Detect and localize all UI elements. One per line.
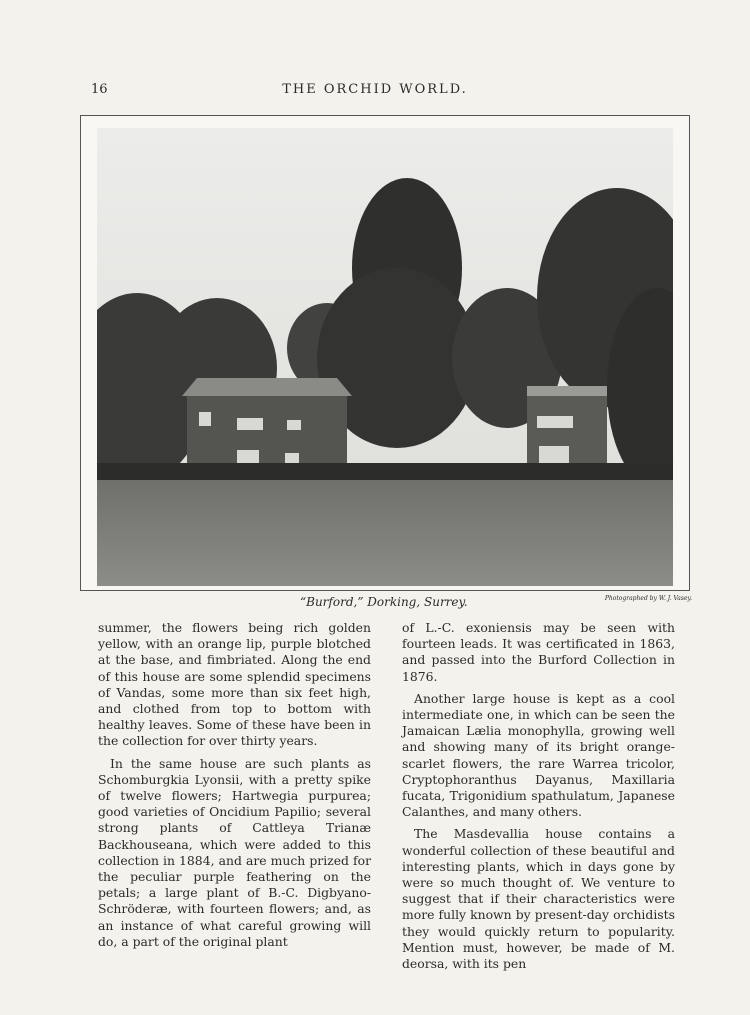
page-number: 16 <box>91 82 108 97</box>
photo-credit: Photographed by W. J. Vasey. <box>604 595 692 602</box>
paragraph: summer, the flowers being rich golden yellow, with an orange lip, purple blotched at the base, and fimbriated. Along the end of this house are some splendid specimens of Vandas, some more than six feet high, and clothed from top to bottom with healthy leaves. Some of these have been in the collection for over thirty years. <box>98 620 371 749</box>
paragraph: The Masdevallia house contains a wonderful collection of these beautiful and interesting plants, which in days gone by were so much thought of. We venture to suggest that if their characteristics were more fully known by present-day orchidists they would quickly return to popularity. Mention must, however, be made of M. deorsa, with its pen <box>402 826 675 972</box>
photograph <box>97 128 673 586</box>
lawn <box>97 480 673 586</box>
figure-caption <box>0 595 750 611</box>
caption-title: “Burford,” Dorking, Surrey. <box>300 595 468 609</box>
paragraph: In the same house are such plants as Schomburgkia Lyonsii, with a pretty spike of twelve flowers; Hartwegia purpurea; good varieties of Oncidium Papilio; several strong plants of Cattleya Trianæ Backhouseana, which were added to this collection in 1884, and are much prized for the peculiar purple feathering on the petals; a large plant of B.-C. Digbyano-Schröderæ, with fourteen flowers; and, as an instance of what careful growing will do, a part of the original plant <box>98 755 371 949</box>
text-column-right <box>402 620 675 978</box>
running-head: THE ORCHID WORLD. <box>282 82 468 97</box>
text-column-left <box>98 620 371 956</box>
paragraph: Another large house is kept as a cool intermediate one, in which can be seen the Jamaican Lælia monophylla, growing well and showing many of its bright orange-scarlet flowers, the rare Warrea tricolor, Cryptophoranthus Dayanus, Maxillaria fucata, Trigonidium spathulatum, Japanese Calanthes, and many others. <box>402 690 675 820</box>
paragraph: of L.-C. exoniensis may be seen with fourteen leads. It was certificated in 1863, and passed into the Burford Collection in 1876. <box>402 620 675 684</box>
photo-plate <box>80 115 690 591</box>
